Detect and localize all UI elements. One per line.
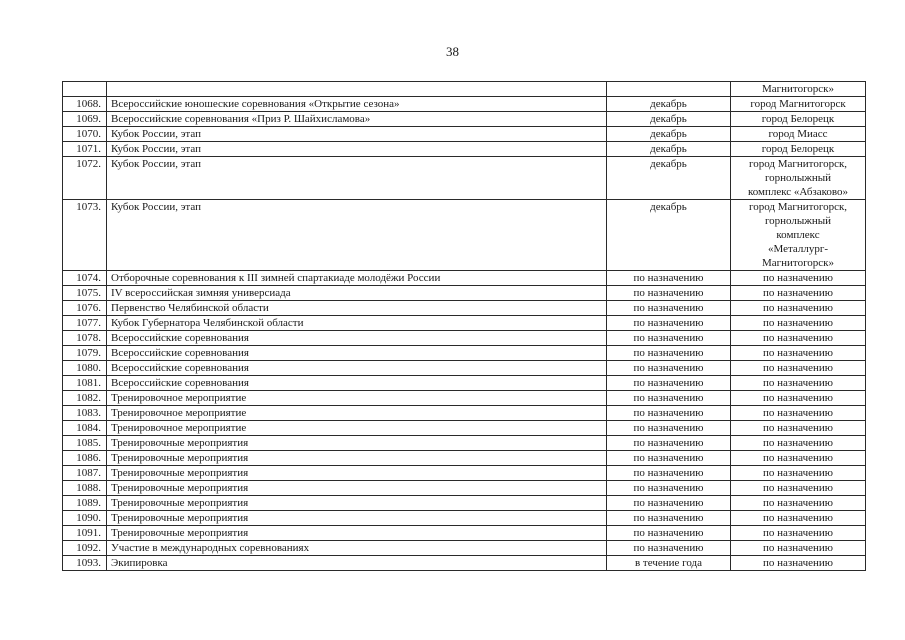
table-row [63, 142, 866, 157]
table-row [63, 316, 866, 331]
event-place-line: по назначению [763, 392, 833, 404]
row-number: 1083. [63, 406, 107, 421]
event-place [731, 406, 866, 421]
table-row [63, 541, 866, 556]
event-place [731, 376, 866, 391]
event-place [731, 286, 866, 301]
event-place-line: Магнитогорск» [761, 83, 835, 95]
table-row [63, 127, 866, 142]
event-place-line: по назначению [763, 287, 833, 299]
event-name: Тренировочные мероприятия [107, 496, 607, 511]
event-place [731, 97, 866, 112]
event-name: IV всероссийская зимняя универсиада [107, 286, 607, 301]
event-place-line: по назначению [763, 347, 833, 359]
event-name: Тренировочное мероприятие [107, 406, 607, 421]
row-number: 1074. [63, 271, 107, 286]
event-place-line: по назначению [763, 302, 833, 314]
row-number: 1091. [63, 526, 107, 541]
event-name: Всероссийские юношеские соревнования «Открытие сезона» [107, 97, 607, 112]
event-place-line: город Белорецк [761, 113, 835, 125]
table-row [63, 376, 866, 391]
event-place [731, 142, 866, 157]
event-name: Тренировочные мероприятия [107, 466, 607, 481]
events-table-body [63, 82, 866, 571]
event-date: декабрь [607, 97, 731, 112]
event-name: Тренировочные мероприятия [107, 526, 607, 541]
event-name: Кубок Губернатора Челябинской области [107, 316, 607, 331]
table-row [63, 496, 866, 511]
event-place-line: город Магнитогорск, [748, 158, 848, 170]
row-number: 1087. [63, 466, 107, 481]
table-row [63, 556, 866, 571]
event-date: по назначению [607, 316, 731, 331]
event-place [731, 496, 866, 511]
event-name [107, 82, 607, 97]
table-row [63, 406, 866, 421]
event-name: Тренировочное мероприятие [107, 421, 607, 436]
event-place-line: по назначению [763, 437, 833, 449]
event-name: Тренировочные мероприятия [107, 451, 607, 466]
row-number: 1071. [63, 142, 107, 157]
event-date: по назначению [607, 376, 731, 391]
event-name: Кубок России, этап [107, 142, 607, 157]
event-name: Первенство Челябинской области [107, 301, 607, 316]
table-row [63, 511, 866, 526]
event-place [731, 511, 866, 526]
event-place-line: по назначению [763, 542, 833, 554]
event-place-line: город Миасс [768, 128, 828, 140]
event-place [731, 526, 866, 541]
row-number: 1073. [63, 200, 107, 271]
event-name: Всероссийские соревнования [107, 361, 607, 376]
table-row [63, 112, 866, 127]
event-place [731, 112, 866, 127]
row-number [63, 82, 107, 97]
row-number: 1085. [63, 436, 107, 451]
table-row [63, 421, 866, 436]
event-place-line: по назначению [763, 452, 833, 464]
event-place [731, 331, 866, 346]
event-date: декабрь [607, 142, 731, 157]
row-number: 1089. [63, 496, 107, 511]
event-date: по назначению [607, 331, 731, 346]
row-number: 1084. [63, 421, 107, 436]
event-place-line: горнолыжный [764, 215, 832, 227]
event-date: по назначению [607, 451, 731, 466]
event-place-line: по назначению [763, 467, 833, 479]
table-row [63, 481, 866, 496]
event-name: Всероссийские соревнования «Приз Р. Шайхисламова» [107, 112, 607, 127]
row-number: 1076. [63, 301, 107, 316]
table-row [63, 526, 866, 541]
event-date: декабрь [607, 127, 731, 142]
row-number: 1086. [63, 451, 107, 466]
table-row [63, 361, 866, 376]
event-name: Экипировка [107, 556, 607, 571]
event-place-line: по назначению [763, 497, 833, 509]
event-place [731, 556, 866, 571]
event-place-line: город Белорецк [761, 143, 835, 155]
event-name: Всероссийские соревнования [107, 376, 607, 391]
table-row [63, 436, 866, 451]
table-row [63, 200, 866, 271]
event-place-line: по назначению [763, 557, 833, 569]
event-date: по назначению [607, 541, 731, 556]
event-date: по назначению [607, 526, 731, 541]
event-date: декабрь [607, 200, 731, 271]
event-place-line: горнолыжный [764, 172, 832, 184]
event-date: по назначению [607, 361, 731, 376]
row-number: 1090. [63, 511, 107, 526]
event-place-line: по назначению [763, 407, 833, 419]
event-date: по назначению [607, 421, 731, 436]
event-place-line: по назначению [763, 317, 833, 329]
event-place-line: «Металлург- [767, 243, 829, 255]
row-number: 1077. [63, 316, 107, 331]
event-date: по назначению [607, 496, 731, 511]
event-date: по назначению [607, 436, 731, 451]
event-date: по назначению [607, 301, 731, 316]
event-date: по назначению [607, 466, 731, 481]
row-number: 1093. [63, 556, 107, 571]
table-row [63, 97, 866, 112]
row-number: 1078. [63, 331, 107, 346]
row-number: 1082. [63, 391, 107, 406]
table-row [63, 286, 866, 301]
event-place-line: город Магнитогорск [750, 98, 846, 110]
event-date: по назначению [607, 481, 731, 496]
event-place [731, 481, 866, 496]
event-place-line: комплекс [776, 229, 820, 241]
event-place [731, 82, 866, 97]
event-place [731, 421, 866, 436]
event-date: по назначению [607, 391, 731, 406]
event-date: в течение года [607, 556, 731, 571]
row-number: 1069. [63, 112, 107, 127]
event-place-line: по назначению [763, 332, 833, 344]
event-place-line: по назначению [763, 422, 833, 434]
event-place-line: Магнитогорск» [761, 257, 835, 269]
table-row [63, 301, 866, 316]
event-place [731, 541, 866, 556]
row-number: 1079. [63, 346, 107, 361]
row-number: 1068. [63, 97, 107, 112]
event-place-line: по назначению [763, 482, 833, 494]
row-number: 1081. [63, 376, 107, 391]
event-name: Участие в международных соревнованиях [107, 541, 607, 556]
event-place-line: по назначению [763, 512, 833, 524]
event-place-line: комплекс «Абзаково» [747, 186, 849, 198]
page-number: 38 [446, 44, 459, 59]
event-place [731, 391, 866, 406]
event-place [731, 157, 866, 200]
event-place-line: по назначению [763, 527, 833, 539]
event-place-line: город Магнитогорск, [748, 201, 848, 213]
event-date: по назначению [607, 511, 731, 526]
table-row [63, 346, 866, 361]
event-name: Тренировочные мероприятия [107, 436, 607, 451]
event-place [731, 271, 866, 286]
event-name: Тренировочные мероприятия [107, 481, 607, 496]
table-row [63, 451, 866, 466]
table-row [63, 271, 866, 286]
table-row-continuation [63, 82, 866, 97]
table-row [63, 391, 866, 406]
event-place [731, 451, 866, 466]
row-number: 1070. [63, 127, 107, 142]
event-name: Кубок России, этап [107, 157, 607, 200]
row-number: 1088. [63, 481, 107, 496]
event-place [731, 316, 866, 331]
event-place [731, 346, 866, 361]
event-place [731, 200, 866, 271]
event-place [731, 361, 866, 376]
event-place-line: по назначению [763, 362, 833, 374]
table-row [63, 466, 866, 481]
event-name: Кубок России, этап [107, 200, 607, 271]
event-date: декабрь [607, 112, 731, 127]
event-place [731, 436, 866, 451]
row-number: 1092. [63, 541, 107, 556]
event-place-line: по назначению [763, 272, 833, 284]
event-name: Всероссийские соревнования [107, 346, 607, 361]
event-date: по назначению [607, 286, 731, 301]
event-date: по назначению [607, 406, 731, 421]
event-date: по назначению [607, 271, 731, 286]
event-name: Кубок России, этап [107, 127, 607, 142]
row-number: 1075. [63, 286, 107, 301]
row-number: 1072. [63, 157, 107, 200]
event-place [731, 301, 866, 316]
table-row [63, 157, 866, 200]
event-name: Тренировочное мероприятие [107, 391, 607, 406]
event-name: Отборочные соревнования к III зимней спартакиаде молодёжи России [107, 271, 607, 286]
event-date: по назначению [607, 346, 731, 361]
event-place [731, 466, 866, 481]
row-number: 1080. [63, 361, 107, 376]
event-date: декабрь [607, 157, 731, 200]
table-row [63, 331, 866, 346]
events-table [62, 81, 866, 571]
event-place [731, 127, 866, 142]
event-name: Тренировочные мероприятия [107, 511, 607, 526]
event-name: Всероссийские соревнования [107, 331, 607, 346]
event-date [607, 82, 731, 97]
event-place-line: по назначению [763, 377, 833, 389]
